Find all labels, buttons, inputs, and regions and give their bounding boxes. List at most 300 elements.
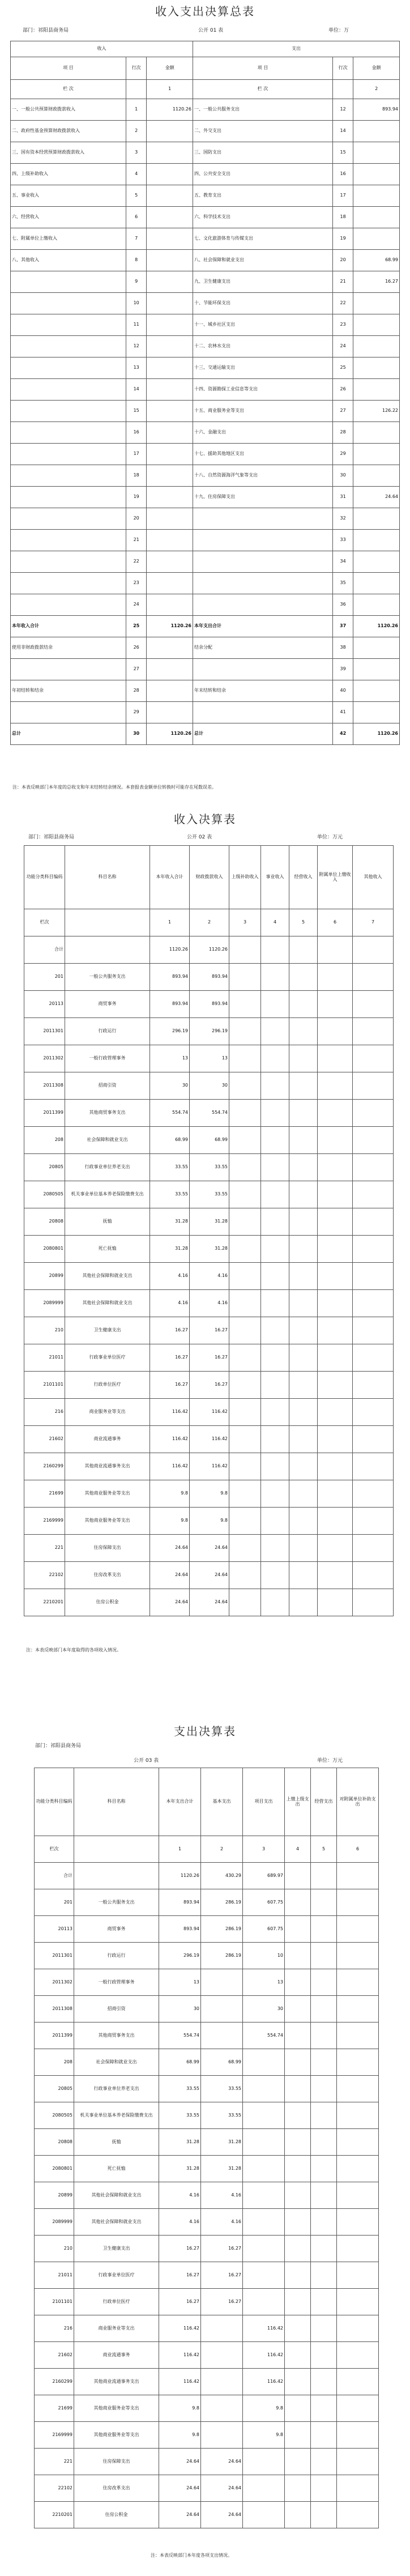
table-cell xyxy=(243,2182,285,2209)
table-cell xyxy=(337,1969,379,1996)
table-cell xyxy=(201,2023,243,2049)
table-cell: 16.27 xyxy=(150,1317,190,1344)
table-cell xyxy=(11,530,126,551)
table-cell xyxy=(318,1154,353,1181)
table-cell: 116.42 xyxy=(243,2369,285,2395)
table-cell: 2011301 xyxy=(35,1943,74,1969)
table-cell xyxy=(11,336,126,357)
table-cell: 116.42 xyxy=(150,1399,190,1426)
table-cell xyxy=(261,1344,289,1372)
table-cell xyxy=(289,1535,318,1562)
table-cell: 2080801 xyxy=(24,1236,65,1263)
expense-title: 支出决算表 xyxy=(174,1725,236,1738)
table-row xyxy=(11,637,400,659)
table-cell xyxy=(353,336,400,357)
table-cell: 20113 xyxy=(35,1916,74,1943)
column-number xyxy=(74,1836,159,1863)
table-cell xyxy=(11,293,126,314)
table-cell: 2011302 xyxy=(24,1045,65,1072)
table-cell: 31.28 xyxy=(150,1208,190,1236)
table-cell xyxy=(261,1508,289,1535)
table-cell xyxy=(318,1290,353,1317)
table-cell: 年末结转和结余 xyxy=(193,680,333,702)
table-cell xyxy=(311,2342,337,2369)
expense-dept: 部门：祁阳县商务局 xyxy=(35,1743,82,1749)
table-cell: 35 xyxy=(332,573,353,594)
table-row xyxy=(11,142,400,164)
table-cell: 2160299 xyxy=(35,2369,74,2395)
table-cell: 行政事业单位养老支出 xyxy=(65,1154,150,1181)
table-cell: 行政运行 xyxy=(74,1943,159,1969)
summary-colnum-row xyxy=(11,80,400,99)
table-cell xyxy=(353,1589,394,1616)
table-cell: 其他商贸事务支出 xyxy=(65,1100,150,1127)
table-cell: 21699 xyxy=(35,2395,74,2422)
column-header: 本年收入合计 xyxy=(150,846,190,909)
table-cell xyxy=(353,1290,394,1317)
table-cell: 20 xyxy=(332,250,353,271)
table-cell: 其他社会保障和就业支出 xyxy=(65,1263,150,1290)
table-cell xyxy=(147,271,193,293)
table-cell xyxy=(243,2262,285,2289)
table-cell xyxy=(353,1072,394,1100)
table-cell xyxy=(311,2395,337,2422)
table-cell: 死亡抚恤 xyxy=(65,1236,150,1263)
table-cell xyxy=(311,2475,337,2502)
table-row xyxy=(35,2342,379,2369)
table-cell xyxy=(353,964,394,991)
table-cell: 其他商业服务业等支出 xyxy=(65,1508,150,1535)
table-cell xyxy=(337,2502,379,2528)
table-cell: 1120.26 xyxy=(159,1863,201,1889)
table-cell: 201 xyxy=(24,964,65,991)
table-cell: 4.16 xyxy=(201,2182,243,2209)
table-cell xyxy=(261,1045,289,1072)
table-cell xyxy=(285,2262,311,2289)
table-cell: 31.28 xyxy=(159,2156,201,2182)
table-cell: 208 xyxy=(24,1127,65,1154)
table-cell xyxy=(261,1154,289,1181)
table-cell: 554.74 xyxy=(243,2023,285,2049)
table-cell: 126.22 xyxy=(353,401,400,422)
table-cell xyxy=(289,1589,318,1616)
table-cell xyxy=(11,508,126,530)
table-row xyxy=(11,680,400,702)
table-cell xyxy=(289,1480,318,1508)
s3-colnum-row xyxy=(35,1836,379,1863)
table-row xyxy=(24,1154,394,1181)
table-cell: 34 xyxy=(332,551,353,573)
table-cell: 23 xyxy=(332,314,353,336)
table-cell: 12 xyxy=(126,336,146,357)
column-header: 项 目 xyxy=(193,57,333,80)
table-cell xyxy=(311,2262,337,2289)
table-cell xyxy=(353,422,400,444)
table-cell: 七、文化旅游体育与传媒支出 xyxy=(193,228,333,250)
table-cell: 总计 xyxy=(11,723,126,745)
table-cell: 893.94 xyxy=(190,991,229,1018)
table-cell: 554.74 xyxy=(190,1100,229,1127)
table-cell: 27 xyxy=(332,401,353,422)
table-row xyxy=(24,1018,394,1045)
table-cell: 其他商业流通事务支出 xyxy=(74,2369,159,2395)
table-cell: 31.28 xyxy=(159,2129,201,2156)
table-cell: 30 xyxy=(126,723,146,745)
table-cell xyxy=(285,2182,311,2209)
table-cell xyxy=(261,1317,289,1344)
table-cell: 商业服务业等支出 xyxy=(65,1399,150,1426)
table-cell xyxy=(353,444,400,465)
table-cell xyxy=(229,991,261,1018)
summary-note: 注：本表反映部门本年度的总收支和年末结转结余情况。本套报表金额单位转换时可能存在尾数误差。 xyxy=(12,785,216,790)
table-cell: 24.64 xyxy=(159,2475,201,2502)
table-cell xyxy=(261,1426,289,1453)
table-cell xyxy=(147,314,193,336)
table-cell xyxy=(311,2049,337,2076)
table-cell: 商业服务业等支出 xyxy=(74,2315,159,2342)
table-cell xyxy=(311,2102,337,2129)
column-number: 4 xyxy=(285,1836,311,1863)
table-cell xyxy=(243,2502,285,2528)
table-cell xyxy=(285,2342,311,2369)
table-cell: 行政事业单位养老支出 xyxy=(74,2076,159,2102)
summary-title: 收入支出决算总表 xyxy=(155,5,255,18)
table-cell: 住房改革支出 xyxy=(65,1562,150,1589)
table-cell: 2101101 xyxy=(35,2289,74,2315)
s2-total-row xyxy=(24,936,394,964)
table-cell xyxy=(229,1426,261,1453)
table-cell: 21 xyxy=(332,271,353,293)
table-cell: 七、附属单位上缴收入 xyxy=(11,228,126,250)
table-row xyxy=(11,314,400,336)
table-cell: 21011 xyxy=(35,2262,74,2289)
column-number: 5 xyxy=(289,909,318,936)
table-cell: 16 xyxy=(332,164,353,185)
table-cell xyxy=(318,1372,353,1399)
table-cell xyxy=(353,1100,394,1127)
table-cell: 行政事业单位医疗 xyxy=(65,1344,150,1372)
table-cell: 卫生健康支出 xyxy=(74,2236,159,2262)
table-cell xyxy=(311,2076,337,2102)
income-dept: 部门：祁阳县商务局 xyxy=(28,834,75,840)
table-cell: 221 xyxy=(35,2449,74,2475)
table-cell: 本年支出合计 xyxy=(193,616,333,637)
table-cell: 2 xyxy=(126,121,146,142)
table-cell: 住房改革支出 xyxy=(74,2475,159,2502)
table-cell xyxy=(353,1263,394,1290)
table-cell: 38 xyxy=(332,637,353,659)
column-number xyxy=(65,909,150,936)
table-cell xyxy=(318,1208,353,1236)
table-cell xyxy=(243,2102,285,2129)
table-cell: 24.64 xyxy=(190,1562,229,1589)
table-cell: 68.99 xyxy=(159,2049,201,2076)
table-cell xyxy=(353,659,400,680)
table-cell xyxy=(289,1508,318,1535)
table-cell: 其他社会保障和就业支出 xyxy=(65,1290,150,1317)
summary-form-no: 公开 01 表 xyxy=(198,28,224,33)
table-cell: 16.27 xyxy=(190,1317,229,1344)
table-row xyxy=(11,551,400,573)
table-cell: 296.19 xyxy=(190,1018,229,1045)
table-row xyxy=(35,2502,379,2528)
table-row xyxy=(35,1969,379,1996)
table-cell xyxy=(353,1236,394,1263)
table-cell: 36 xyxy=(332,594,353,616)
table-cell xyxy=(229,1018,261,1045)
table-cell xyxy=(65,936,150,964)
table-cell xyxy=(201,2342,243,2369)
table-cell: 1 xyxy=(126,99,146,121)
column-header: 经营收入 xyxy=(289,846,318,909)
table-cell xyxy=(353,936,394,964)
table-cell: 16.27 xyxy=(150,1344,190,1372)
table-cell xyxy=(147,551,193,573)
table-cell xyxy=(289,1018,318,1045)
table-cell: 286.19 xyxy=(201,1916,243,1943)
table-cell xyxy=(289,1181,318,1208)
table-cell xyxy=(147,357,193,379)
table-cell: 8 xyxy=(126,250,146,271)
table-cell xyxy=(353,530,400,551)
column-header: 项 目 xyxy=(11,57,126,80)
table-cell: 2210201 xyxy=(24,1589,65,1616)
table-cell: 13 xyxy=(159,1969,201,1996)
table-cell: 23 xyxy=(126,573,146,594)
table-row xyxy=(24,1236,394,1263)
table-cell: 37 xyxy=(332,616,353,637)
table-cell xyxy=(353,228,400,250)
expense-section xyxy=(0,1722,410,2572)
table-cell: 合计 xyxy=(35,1863,74,1889)
table-cell: 3 xyxy=(126,142,146,164)
table-cell xyxy=(318,1508,353,1535)
table-row xyxy=(24,1290,394,1317)
table-cell: 24.64 xyxy=(201,2502,243,2528)
expense-note: 注：本表反映部门本年度各项支出情况。 xyxy=(151,2553,232,2558)
table-cell: 13 xyxy=(243,1969,285,1996)
expense-unit: 单位：万元 xyxy=(317,1758,343,1764)
table-row xyxy=(24,1562,394,1589)
table-cell xyxy=(289,1072,318,1100)
table-cell xyxy=(311,2449,337,2475)
table-cell: 33.55 xyxy=(201,2076,243,2102)
table-cell: 9.8 xyxy=(159,2395,201,2422)
table-cell: 4.16 xyxy=(190,1263,229,1290)
table-row xyxy=(35,1889,379,1916)
column-number xyxy=(332,80,353,99)
table-cell: 抚恤 xyxy=(74,2129,159,2156)
column-header: 附属单位上缴收入 xyxy=(318,846,353,909)
table-row xyxy=(35,2315,379,2342)
table-cell: 430.29 xyxy=(201,1863,243,1889)
table-cell: 一般公共服务支出 xyxy=(65,964,150,991)
table-cell: 住房公积金 xyxy=(65,1589,150,1616)
table-row xyxy=(35,1916,379,1943)
table-cell: 14 xyxy=(126,379,146,401)
table-row xyxy=(24,1317,394,1344)
table-cell xyxy=(318,1399,353,1426)
table-cell: 31.28 xyxy=(190,1208,229,1236)
table-cell xyxy=(243,2209,285,2236)
table-row xyxy=(24,964,394,991)
table-cell: 116.42 xyxy=(190,1426,229,1453)
table-cell xyxy=(243,2449,285,2475)
table-cell xyxy=(311,2182,337,2209)
table-row xyxy=(11,659,400,680)
table-row xyxy=(24,1508,394,1535)
table-cell xyxy=(353,1344,394,1372)
summary-group-header xyxy=(11,41,400,57)
table-cell xyxy=(147,530,193,551)
table-cell xyxy=(261,991,289,1018)
table-row xyxy=(11,401,400,422)
column-header: 对附属单位补助支出 xyxy=(337,1768,379,1836)
table-cell xyxy=(337,2449,379,2475)
table-cell xyxy=(289,1154,318,1181)
income-form-no: 公开 02 表 xyxy=(187,834,212,840)
table-cell xyxy=(353,1018,394,1045)
table-cell: 22 xyxy=(332,293,353,314)
table-cell xyxy=(261,1181,289,1208)
table-cell: 一般公共服务支出 xyxy=(74,1889,159,1916)
table-row xyxy=(24,1535,394,1562)
table-cell: 9.8 xyxy=(150,1480,190,1508)
table-cell xyxy=(353,379,400,401)
table-cell: 40 xyxy=(332,680,353,702)
table-cell xyxy=(261,1589,289,1616)
table-cell xyxy=(229,1562,261,1589)
table-cell: 24.64 xyxy=(190,1589,229,1616)
table-cell: 社会保障和就业支出 xyxy=(65,1127,150,1154)
table-cell: 554.74 xyxy=(159,2023,201,2049)
table-cell xyxy=(147,594,193,616)
table-cell xyxy=(201,2315,243,2342)
table-row xyxy=(24,991,394,1018)
table-row xyxy=(24,1208,394,1236)
table-cell: 抚恤 xyxy=(65,1208,150,1236)
table-cell xyxy=(201,2422,243,2449)
table-cell: 210 xyxy=(24,1317,65,1344)
table-cell: 221 xyxy=(24,1535,65,1562)
table-row xyxy=(24,1372,394,1399)
table-cell: 31.28 xyxy=(150,1236,190,1263)
table-cell: 13 xyxy=(150,1045,190,1072)
table-cell xyxy=(261,1018,289,1045)
table-cell: 30 xyxy=(159,1996,201,2023)
table-cell xyxy=(353,465,400,487)
table-cell: 116.42 xyxy=(243,2315,285,2342)
table-cell: 行政单位医疗 xyxy=(74,2289,159,2315)
table-cell xyxy=(243,2236,285,2262)
table-cell: 13 xyxy=(190,1045,229,1072)
table-cell: 住房保障支出 xyxy=(74,2449,159,2475)
table-cell xyxy=(353,1154,394,1181)
table-cell: 20808 xyxy=(35,2129,74,2156)
table-cell xyxy=(147,379,193,401)
table-cell: 29 xyxy=(332,444,353,465)
table-cell: 1120.26 xyxy=(147,99,193,121)
table-row xyxy=(35,2182,379,2209)
table-cell: 十、节能环保支出 xyxy=(193,293,333,314)
column-header: 上缴上级支出 xyxy=(285,1768,311,1836)
table-cell: 2089999 xyxy=(24,1290,65,1317)
table-cell xyxy=(285,1996,311,2023)
table-cell xyxy=(353,1426,394,1453)
table-cell xyxy=(353,594,400,616)
column-number: 2 xyxy=(190,909,229,936)
table-cell xyxy=(337,2475,379,2502)
table-cell xyxy=(11,487,126,508)
table-cell xyxy=(147,487,193,508)
column-header: 科目名称 xyxy=(65,846,150,909)
summary-total-row xyxy=(11,616,400,637)
table-cell xyxy=(147,250,193,271)
table-cell xyxy=(318,1018,353,1045)
table-cell xyxy=(243,2289,285,2315)
table-row xyxy=(24,1399,394,1426)
column-number: 6 xyxy=(337,1836,379,1863)
column-header: 本年支出合计 xyxy=(159,1768,201,1836)
table-cell: 68.99 xyxy=(201,2049,243,2076)
table-cell xyxy=(229,1344,261,1372)
table-cell: 607.75 xyxy=(243,1889,285,1916)
table-cell xyxy=(337,2182,379,2209)
table-cell xyxy=(74,1863,159,1889)
table-cell: 其他商业服务业等支出 xyxy=(74,2422,159,2449)
table-cell: 24.64 xyxy=(150,1562,190,1589)
table-cell: 9.8 xyxy=(243,2395,285,2422)
table-cell xyxy=(337,2236,379,2262)
table-cell xyxy=(353,1372,394,1399)
table-cell: 2080505 xyxy=(35,2102,74,2129)
column-header: 事业收入 xyxy=(261,846,289,909)
table-cell xyxy=(353,314,400,336)
table-cell: 16.27 xyxy=(201,2289,243,2315)
table-cell: 年初结转和结余 xyxy=(11,680,126,702)
table-row xyxy=(11,228,400,250)
table-cell: 2080801 xyxy=(35,2156,74,2182)
table-cell xyxy=(311,2422,337,2449)
column-header: 其他收入 xyxy=(353,846,394,909)
table-cell: 296.19 xyxy=(150,1018,190,1045)
table-cell xyxy=(229,1480,261,1508)
table-cell xyxy=(311,2502,337,2528)
table-row xyxy=(35,2395,379,2422)
table-cell xyxy=(229,1372,261,1399)
table-cell: 4.16 xyxy=(201,2209,243,2236)
table-cell: 893.94 xyxy=(150,964,190,991)
table-cell: 16.27 xyxy=(159,2262,201,2289)
table-cell xyxy=(193,659,333,680)
table-cell xyxy=(311,1916,337,1943)
table-cell xyxy=(243,2129,285,2156)
table-cell: 24.64 xyxy=(159,2502,201,2528)
table-row xyxy=(35,1996,379,2023)
table-cell: 21602 xyxy=(24,1426,65,1453)
table-cell: 1120.26 xyxy=(190,936,229,964)
table-cell: 其他商业流通事务支出 xyxy=(65,1453,150,1480)
table-cell xyxy=(147,680,193,702)
table-row xyxy=(24,1045,394,1072)
table-cell xyxy=(229,1236,261,1263)
expense-table xyxy=(34,1768,379,2528)
table-cell: 招商引资 xyxy=(65,1072,150,1100)
summary-unit: 单位：万 xyxy=(328,28,349,33)
table-row xyxy=(35,2023,379,2049)
table-cell: 三、国有资本经营预算财政拨款收入 xyxy=(11,142,126,164)
table-cell: 一般行政管理事务 xyxy=(65,1045,150,1072)
